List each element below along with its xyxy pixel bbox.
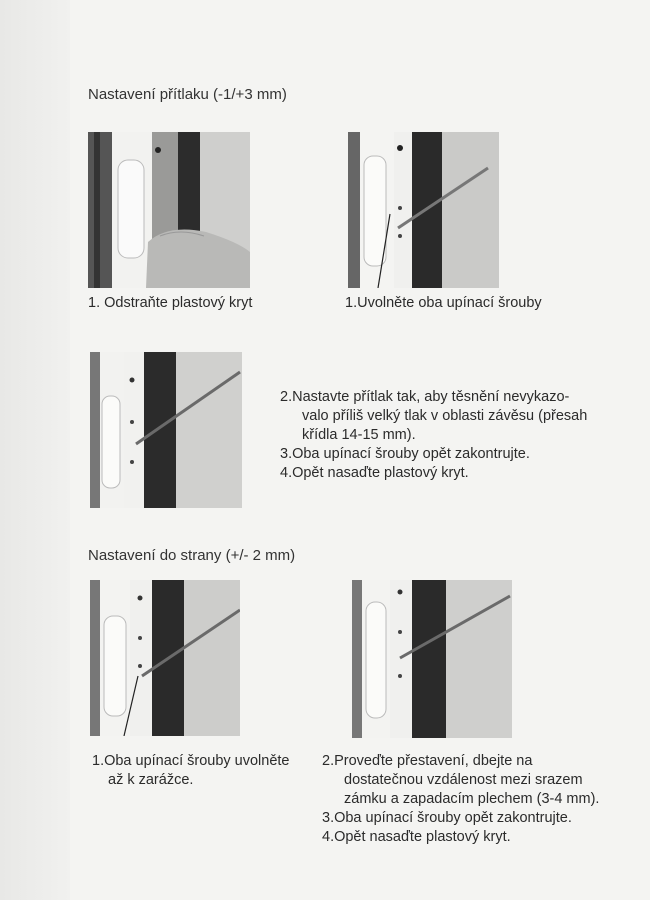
- photo-remove-cover: [88, 132, 250, 288]
- section1-caption-right: 1.Uvolněte oba upínací šrouby: [345, 295, 542, 311]
- section1-step-3: 3.Oba upínací šrouby opět zakontrujte.: [280, 446, 530, 462]
- photo-loosen-to-stop: [90, 580, 240, 736]
- photo-perform-adjustment: [352, 580, 512, 738]
- section2-heading: Nastavení do strany (+/- 2 mm): [88, 547, 296, 564]
- photo-adjust-pressure: [90, 352, 242, 508]
- page-edge-shadow: [0, 0, 70, 900]
- section1-heading: Nastavení přítlaku (-1/+3 mm): [88, 86, 287, 103]
- section2-steps: [322, 752, 632, 847]
- section2-step-4: 4.Opět nasaďte plastový kryt.: [322, 829, 511, 845]
- section1-step-2: 2.Nastavte přítlak tak, aby těsnění nevykazo- valo příliš velký tlak v oblasti závěsu (přesah křídla 14-15 mm).: [280, 389, 588, 443]
- section1-step-4: 4.Opět nasaďte plastový kryt.: [280, 465, 469, 481]
- section2-caption-left: 1.Oba upínací šrouby uvolněte až k zarážce.: [92, 753, 290, 788]
- section2-step-3: 3.Oba upínací šrouby opět zakontrujte.: [322, 810, 572, 826]
- photo-loosen-screws: [348, 132, 499, 288]
- section2-step-2: 2.Proveďte přestavení, dbejte na dostatečnou vzdálenost mezi srazem zámku a zapadacím plechem (3-4 mm).: [322, 753, 600, 807]
- section1-caption-left: 1. Odstraňte plastový kryt: [88, 295, 253, 311]
- section1-steps: [280, 388, 620, 483]
